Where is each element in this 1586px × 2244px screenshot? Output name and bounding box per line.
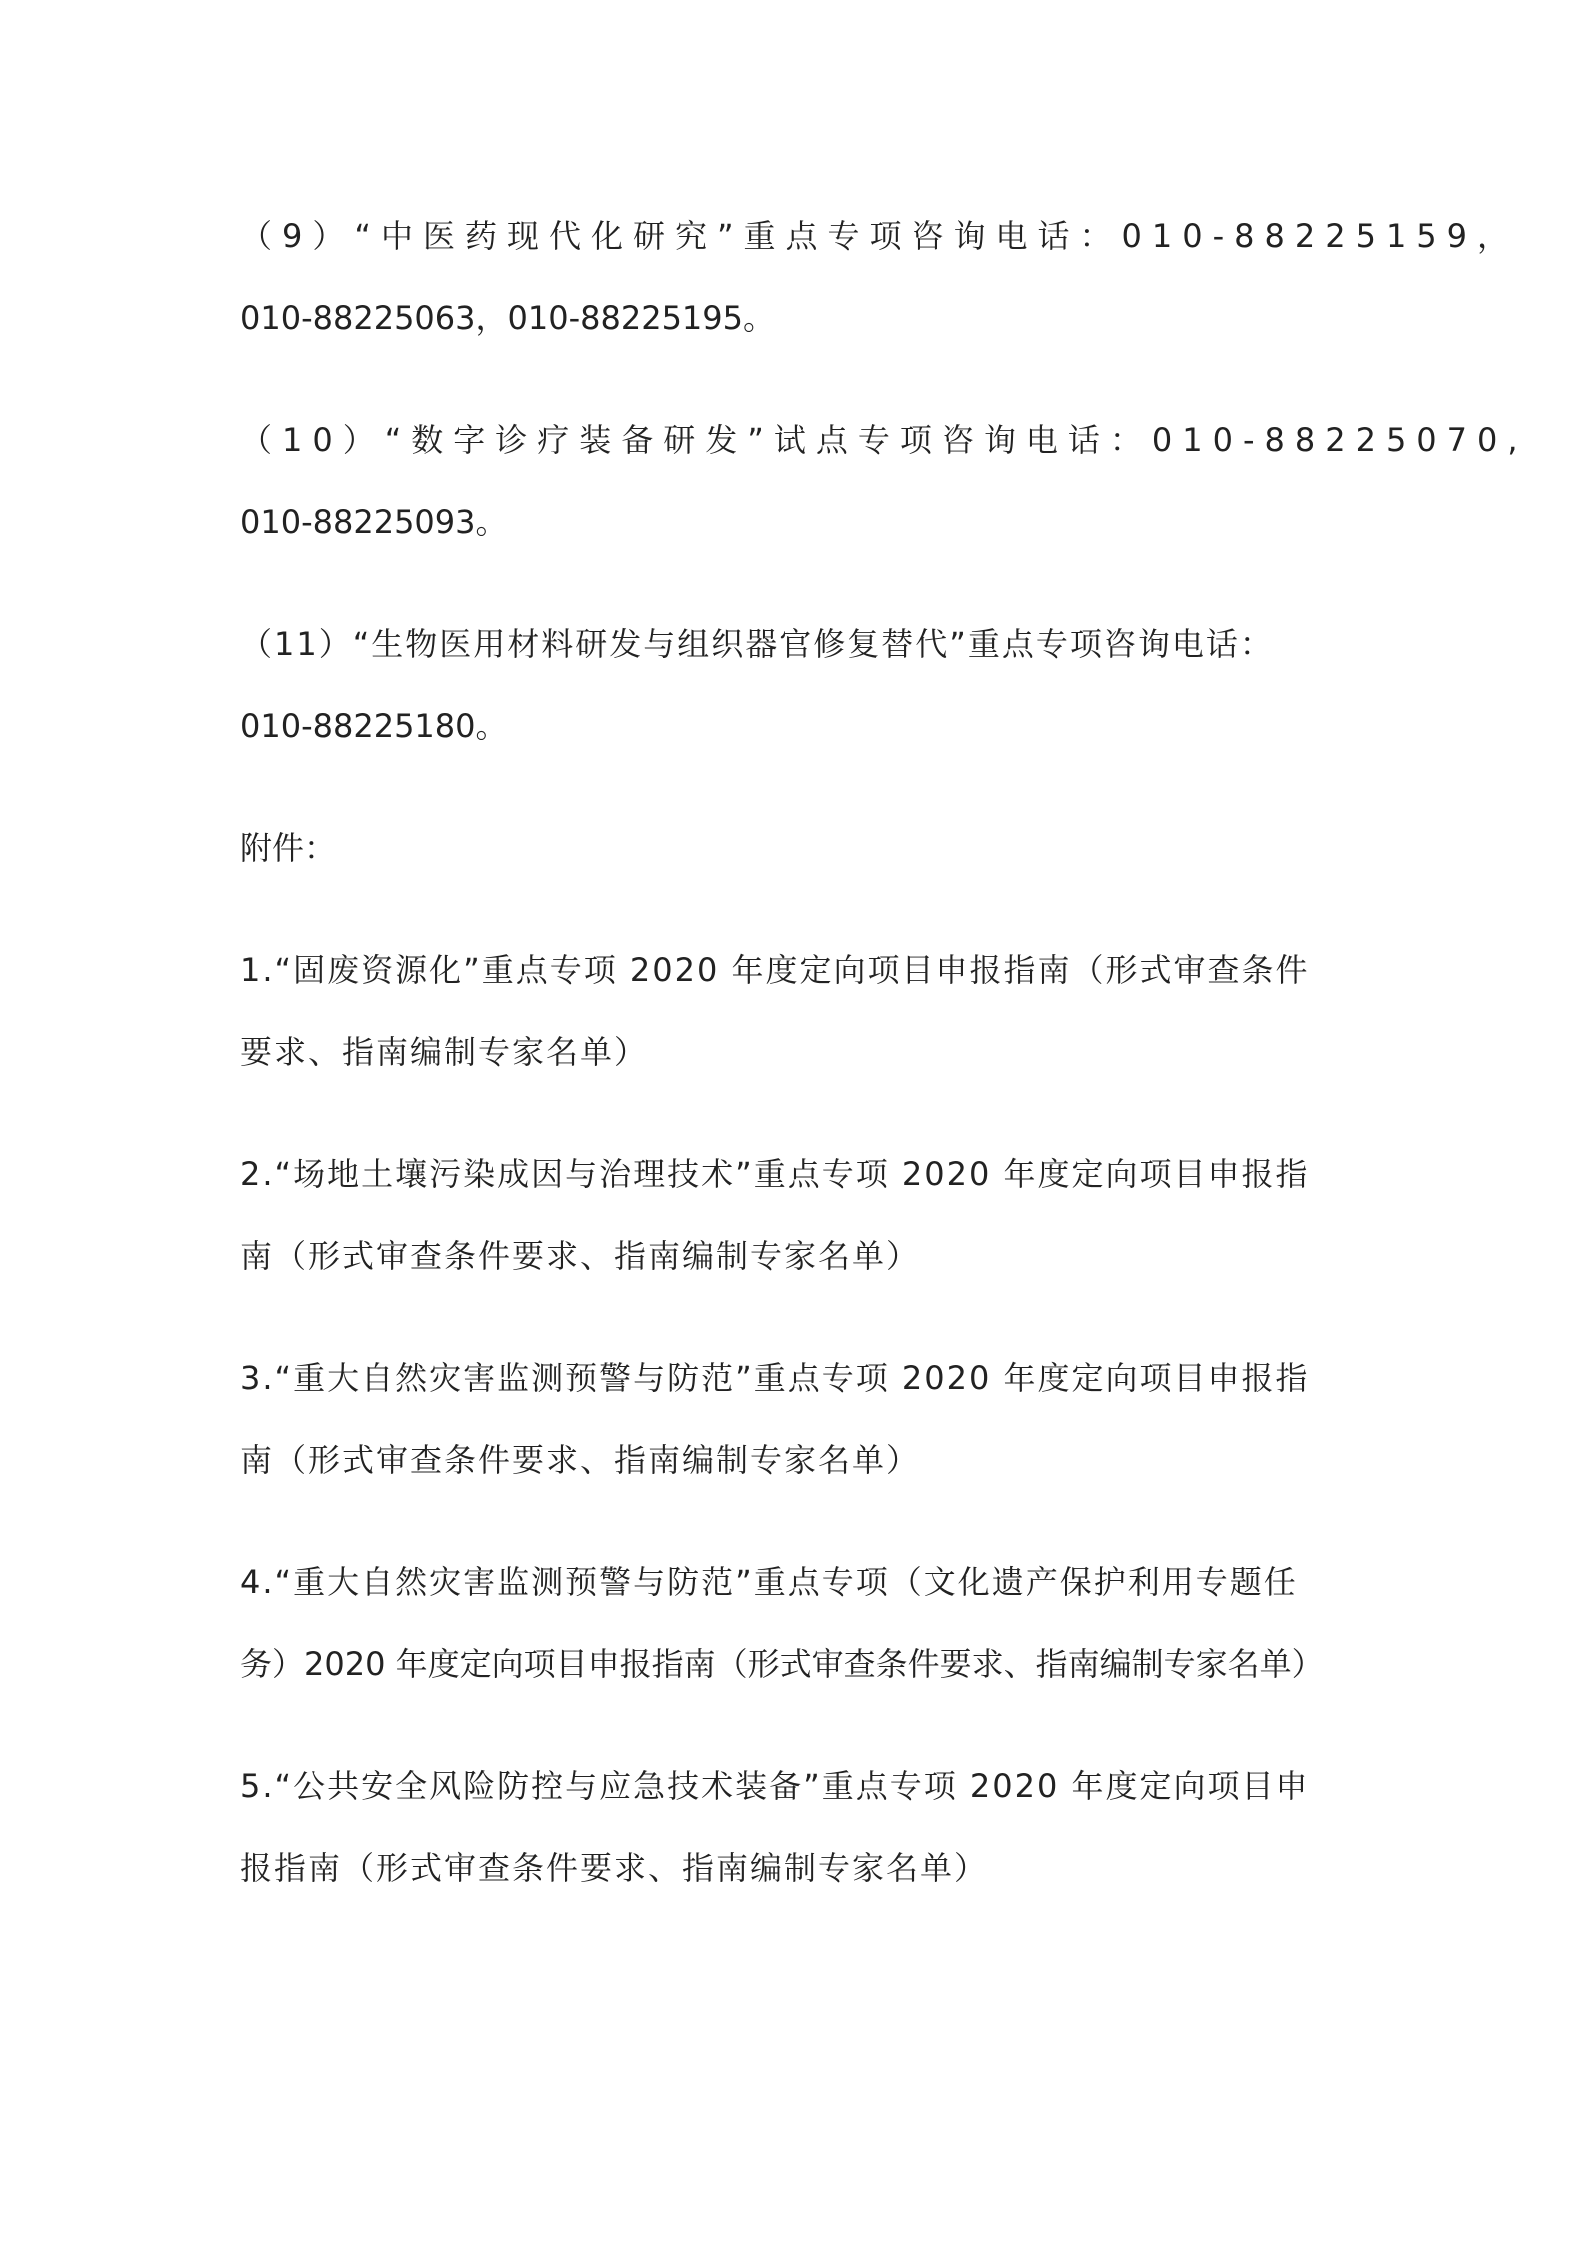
attachment-item-1-continued: 要求、指南编制专家名单） — [240, 1033, 649, 1071]
attachment-item-2-continued: 南（形式审查条件要求、指南编制专家名单） — [240, 1237, 921, 1275]
attachment-item-4: 4.“重大自然灾害监测预警与防范”重点专项（文化遗产保护利用专题任 — [240, 1563, 1298, 1601]
contact-line-11: （11）“生物医用材料研发与组织器官修复替代”重点专项咨询电话： — [240, 625, 1274, 663]
contact-line-11-continued: 010-88225180。 — [240, 707, 508, 745]
attachment-item-5-continued: 报指南（形式审查条件要求、指南编制专家名单） — [240, 1849, 989, 1887]
attachments-heading: 附件： — [240, 829, 337, 867]
attachment-item-4-continued: 务）2020 年度定向项目申报指南（形式审查条件要求、指南编制专家名单） — [240, 1645, 1324, 1683]
contact-line-10: （10）“数字诊疗装备研发”试点专项咨询电话：010-88225070, — [240, 421, 1528, 459]
attachment-item-5: 5.“公共安全风险防控与应急技术装备”重点专项 2020 年度定向项目申 — [240, 1767, 1310, 1805]
contact-line-10-continued: 010-88225093。 — [240, 503, 508, 541]
contact-line-9: （9）“中医药现代化研究”重点专项咨询电话：010-88225159， — [240, 217, 1520, 255]
attachment-item-3-continued: 南（形式审查条件要求、指南编制专家名单） — [240, 1441, 921, 1479]
attachment-item-1: 1.“固废资源化”重点专项 2020 年度定向项目申报指南（形式审查条件 — [240, 951, 1310, 989]
attachment-item-3: 3.“重大自然灾害监测预警与防范”重点专项 2020 年度定向项目申报指 — [240, 1359, 1310, 1397]
attachment-item-2: 2.“场地土壤污染成因与治理技术”重点专项 2020 年度定向项目申报指 — [240, 1155, 1310, 1193]
contact-line-9-continued: 010-88225063，010-88225195。 — [240, 299, 776, 337]
